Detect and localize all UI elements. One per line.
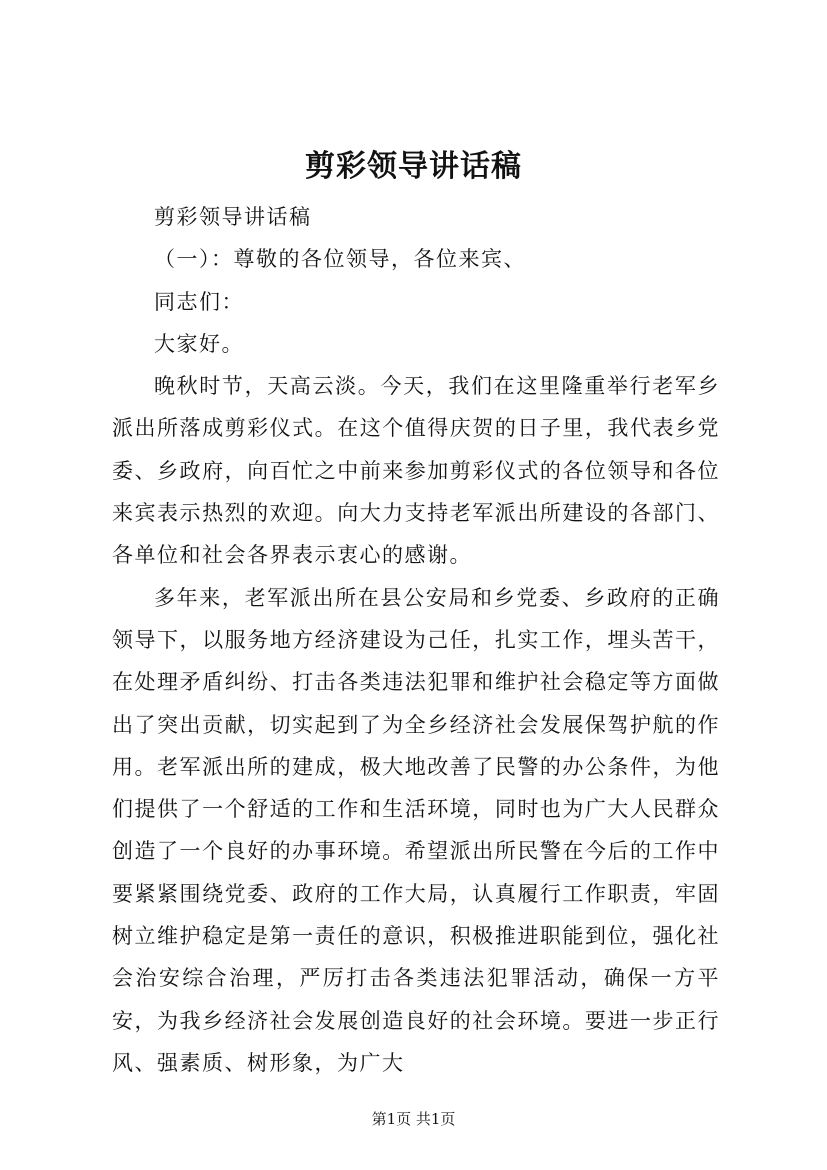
paragraph-greeting: 大家好。 <box>154 331 244 356</box>
paragraph-section-one: （一）：尊敬的各位领导，各位来宾、 <box>154 247 526 272</box>
document-body <box>112 196 720 1084</box>
paragraph-welcome: 晚秋时节，天高云淡。今天，我们在这里隆重举行老军乡派出所落成剪彩仪式。在这个值得庆贺的日子里，我代表乡党委、乡政府，向百忙之中前来参加剪彩仪式的各位领导和各位来宾表示热烈的欢迎。向大力支持老军派出所建设的各部门、各单位和社会各界表示衷心的感谢。 <box>112 374 720 568</box>
page-number: 第1页 共1页 <box>371 1110 456 1128</box>
document-title: 剪彩领导讲话稿 <box>305 149 522 184</box>
paragraph-salutation: 同志们： <box>154 289 244 314</box>
paragraph-achievements: 多年来，老军派出所在县公安局和乡党委、乡政府的正确领导下，以服务地方经济建设为己任，扎实工作，埋头苦干，在处理矛盾纠纷、打击各类违法犯罪和维护社会稳定等方面做出了突出贡献，切实起到了为全乡经济社会发展保驾护航的作用。老军派出所的建成，极大地改善了民警的办公条件，为他们提供了一个舒适的工作和生活环境，同时也为广大人民群众创造了一个良好的办事环境。希望派出所民警在今后的工作中要紧紧围绕党委、政府的工作大局，认真履行工作职责，牢固树立维护稳定是第一责任的意识，积极推进职能到位，强化社会治安综合治理，严厉打击各类违法犯罪活动，确保一方平安，为我乡经济社会发展创造良好的社会环境。要进一步正行风、强素质、树形象，为广大 <box>112 585 720 1075</box>
paragraph-heading: 剪彩领导讲话稿 <box>154 205 312 229</box>
